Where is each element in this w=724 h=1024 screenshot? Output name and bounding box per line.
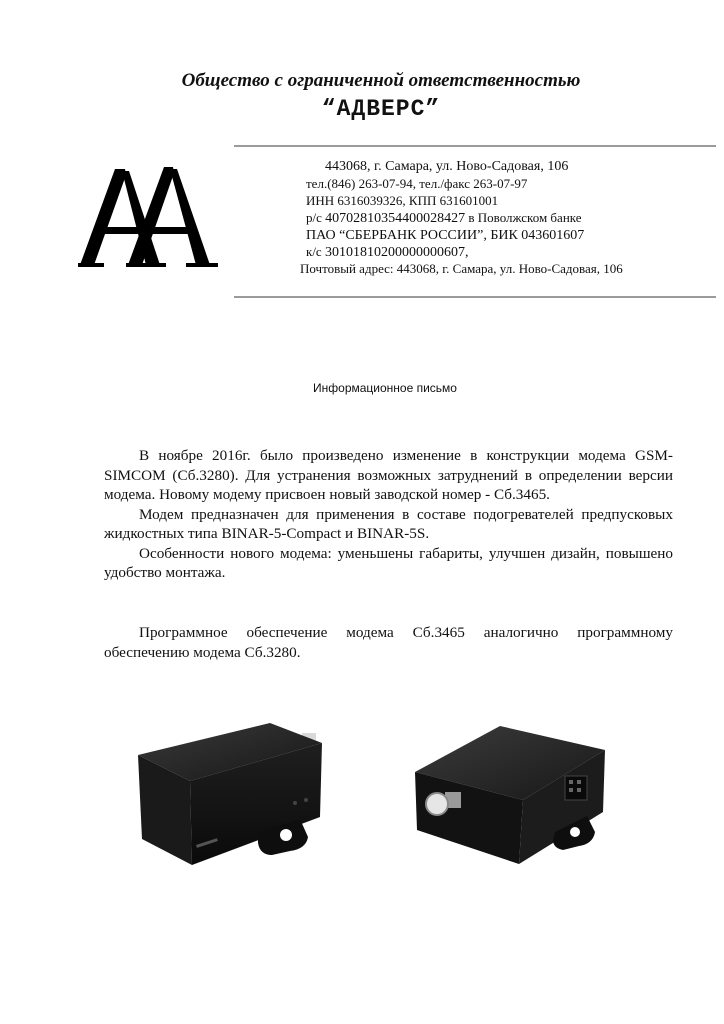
corr-account-prefix: к/с <box>306 244 322 259</box>
account-bank: в Поволжском банке <box>468 210 582 225</box>
bank-line <box>306 227 584 243</box>
account-number: 40702810354400028427 <box>325 211 466 226</box>
account-line <box>306 210 582 226</box>
corr-account-number: 30101810200000000607, <box>324 245 469 260</box>
header-divider-top <box>234 145 716 147</box>
account-prefix: р/с <box>306 210 322 225</box>
logo-text: AA <box>78 165 80 166</box>
paragraph-3: Особенности нового модема: уменьшены габариты, улучшен дизайн, повышено удобство монтажа. <box>104 544 673 581</box>
company-brand: “АДВЕРС” <box>321 96 441 122</box>
modem-photo-front <box>130 715 355 875</box>
paragraph-4: Программное обеспечение модема Сб.3465 аналогично программному обеспечению модема Сб.3280. <box>104 624 673 661</box>
paragraph-1: В ноябре 2016г. было произведено изменение в конструкции модема GSM-SIMCOM (Сб.3280). Для устранения возможных затруднений в определении версии модема. Новому модему присвоен новый заводской номер - Сб.3465. <box>104 447 673 503</box>
bank-text: ПАО “СБЕРБАНК РОССИИ”, БИК 043601607 <box>306 228 585 243</box>
corr-account-line <box>306 244 468 260</box>
paragraph-2: Модем предназначен для применения в составе подогревателей предпусковых жидкостных типа BINAR-5-Compact и BINAR-5S. <box>104 505 673 542</box>
letter-body <box>104 446 673 583</box>
company-logo <box>78 165 220 269</box>
header-divider-bottom <box>234 296 716 298</box>
letter-body-software <box>104 623 673 662</box>
inn-line: ИНН 6316039326, КПП 631601001 <box>306 193 499 208</box>
address-line <box>325 158 568 174</box>
company-name: Общество с ограниченной ответственностью <box>181 70 581 91</box>
modem-photo-back <box>405 712 620 877</box>
address-text: 443068, г. Самара, ул. Ново-Садовая, 106 <box>325 159 569 174</box>
phone-line: тел.(846) 263-07-94, тел./факс 263-07-97 <box>306 176 528 191</box>
letter-title: Информационное письмо <box>313 381 457 395</box>
postal-address-line: Почтовый адрес: 443068, г. Самара, ул. Ново-Садовая, 106 <box>300 261 623 276</box>
